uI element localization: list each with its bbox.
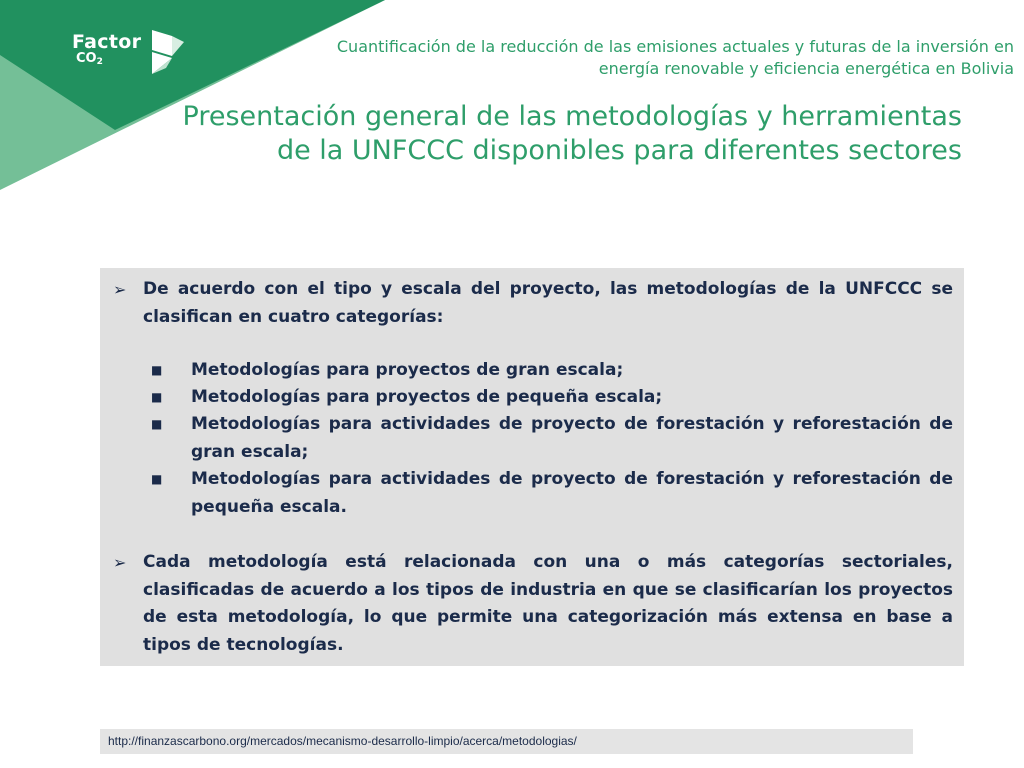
- source-url-bar: [100, 729, 913, 754]
- subtitle-line-1: Cuantificación de la reducción de las emisiones actuales y futuras de la inversión en: [336, 37, 1014, 56]
- sub-bullet-text: Metodologías para actividades de proyecto de forestación y reforestación de pequeña escala.: [191, 469, 953, 517]
- arrow-bullet-icon: ➢: [113, 553, 127, 572]
- arrow-bullet-icon: ➢: [113, 280, 127, 299]
- bullet-text: Cada metodología está relacionada con una o más categorías sectoriales, clasificadas de acuerdo a los tipos de industria en que se clasificarían los proyectos de esta metodología, lo que permite una categorización más extensa en base a tipos de tecnologías.: [143, 552, 953, 655]
- sub-bullet-item: [151, 384, 953, 412]
- bullet-text: De acuerdo con el tipo y escala del proyecto, las metodologías de la UNFCCC se clasifican en cuatro categorías:: [143, 279, 953, 327]
- square-bullet-icon: ■: [151, 472, 163, 486]
- sub-bullet-text: Metodologías para proyectos de gran escala;: [191, 360, 624, 380]
- bullet-item: [113, 549, 953, 659]
- source-url[interactable]: http://finanzascarbono.org/mercados/mecanismo-desarrollo-limpio/acerca/metodologias/: [108, 734, 577, 748]
- bullet-item: [113, 276, 953, 331]
- subtitle-line-2: energía renovable y eficiencia energética en Bolivia: [598, 59, 1014, 78]
- square-bullet-icon: ■: [151, 390, 163, 404]
- square-bullet-icon: ■: [151, 363, 163, 377]
- logo-mark-icon: [152, 28, 186, 76]
- factor-co2-logo: [72, 32, 141, 69]
- square-bullet-icon: ■: [151, 417, 163, 431]
- header-subtitle: [294, 36, 1014, 80]
- sub-bullet-item: [151, 466, 953, 521]
- page-title: [150, 100, 962, 168]
- content-box: [100, 268, 964, 666]
- sub-bullet-text: Metodologías para proyectos de pequeña escala;: [191, 387, 663, 407]
- sub-bullet-text: Metodologías para actividades de proyecto de forestación y reforestación de gran escala;: [191, 414, 953, 462]
- sub-bullet-item: [151, 357, 953, 385]
- sub-bullet-item: [151, 411, 953, 466]
- logo-co2: $CO_2$: [76, 51, 103, 67]
- logo-word: Factor: [72, 31, 142, 53]
- title-line-2: de la UNFCCC disponibles para diferentes sectores: [276, 135, 962, 166]
- title-line-1: Presentación general de las metodologías y herramientas: [182, 101, 962, 132]
